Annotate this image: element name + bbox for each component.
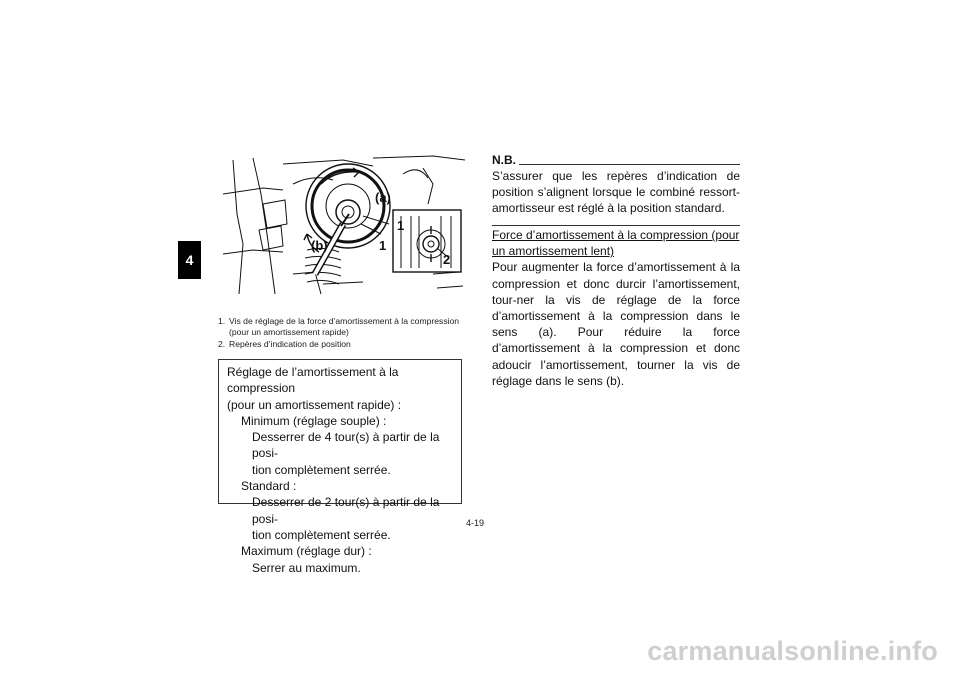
callout-b: (b) — [311, 238, 328, 253]
watermark: carmanualsonline.info — [647, 636, 938, 666]
callout-2-inset: 2 — [443, 252, 451, 267]
caption-item — [218, 316, 468, 337]
note-text: S’assurer que les repères d’indication de position s’alignent lorsque le combiné ressort-amortisseur est réglé à la position standard. — [492, 169, 740, 216]
caption-number: 1. — [218, 316, 226, 326]
callout-a: (a) — [375, 190, 391, 205]
caption-item — [218, 339, 468, 350]
note-rule — [519, 164, 740, 165]
spec-title: Réglage de l’amortissement à la compression — [227, 365, 399, 396]
caption-text: Vis de réglage de la force d’amortissement à la compression (pour un amortissement rapide) — [229, 316, 460, 337]
page-number: 4-19 — [466, 518, 485, 528]
spec-max-value: Serrer au maximum. — [252, 560, 361, 575]
note-block — [492, 153, 740, 226]
callout-1-main: 1 — [379, 238, 387, 253]
caption-number: 2. — [218, 339, 226, 349]
callout-1-inset: 1 — [397, 218, 405, 233]
note-label: N.B. — [492, 153, 516, 167]
caption-text: Repères d’indication de position — [229, 339, 351, 349]
shock-absorber-illustration — [223, 154, 465, 300]
spec-min-label: Minimum (réglage souple) : — [241, 413, 387, 428]
spec-std-value-cont: tion complètement serrée. — [252, 527, 391, 542]
spec-min-value-cont: tion complètement serrée. — [252, 462, 391, 477]
spec-max-label: Maximum (réglage dur) : — [241, 544, 372, 559]
figure-captions — [218, 316, 468, 350]
section-body: Pour augmenter la force d’amortissement à la compression et donc durcir l’amortissement, tour-ner la vis de réglage de la force d’amortissement à la compression dans le sens (a). Pour réduire la force d’amortissement à la compression et donc adoucir l’amortissement, tourner la vis de réglage dans le sens (b). — [492, 260, 740, 388]
chapter-tab: 4 — [178, 241, 201, 279]
note-header — [492, 153, 740, 167]
section-compression-slow — [492, 227, 740, 389]
spec-box — [218, 359, 462, 575]
spec-std-label: Standard : — [241, 479, 297, 494]
section-title: Force d’amortissement à la compression (pour un amortissement lent) — [492, 228, 740, 259]
spec-min-value: Desserrer de 4 tour(s) à partir de la posi- — [252, 430, 440, 461]
note-end-rule — [492, 225, 740, 226]
spec-std-value: Desserrer de 2 tour(s) à partir de la posi- — [252, 495, 440, 526]
spec-subtitle: (pour un amortissement rapide) : — [227, 397, 402, 412]
